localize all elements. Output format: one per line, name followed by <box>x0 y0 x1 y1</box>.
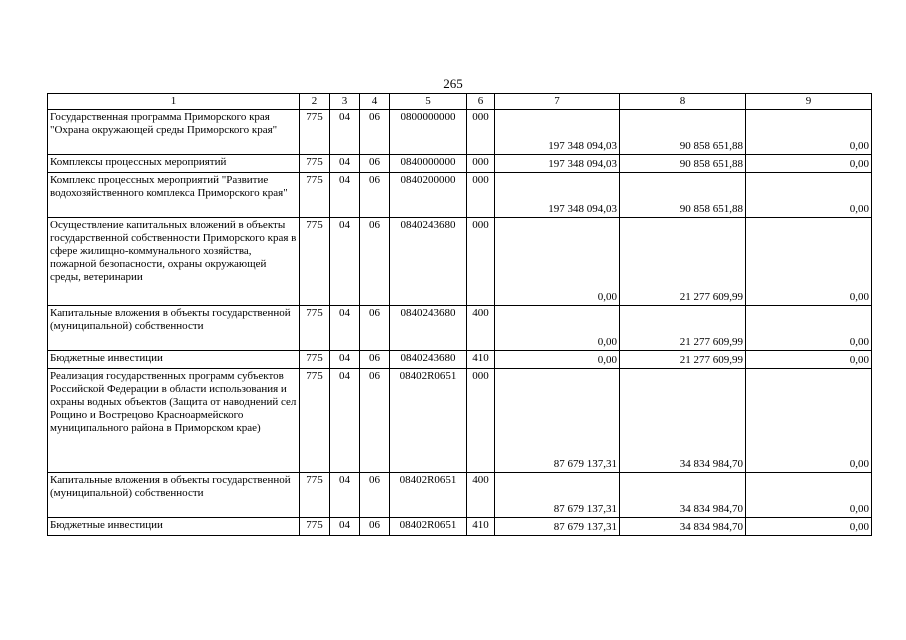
row-code-6: 000 <box>467 173 495 218</box>
row-code-6: 000 <box>467 110 495 155</box>
row-value-9: 0,00 <box>746 218 872 306</box>
row-code-4: 06 <box>360 173 390 218</box>
row-value-7: 0,00 <box>495 306 620 351</box>
row-code-6: 000 <box>467 369 495 473</box>
row-value-7: 0,00 <box>495 351 620 369</box>
column-header: 3 <box>330 94 360 110</box>
row-code-6: 410 <box>467 518 495 536</box>
row-value-7: 87 679 137,31 <box>495 518 620 536</box>
row-value-8: 90 858 651,88 <box>620 155 746 173</box>
row-code-2: 775 <box>300 369 330 473</box>
row-code-3: 04 <box>330 473 360 518</box>
row-code-5: 0840000000 <box>390 155 467 173</box>
table-row <box>48 110 872 155</box>
row-name: Бюджетные инвестиции <box>48 518 300 536</box>
row-code-3: 04 <box>330 110 360 155</box>
row-code-5: 08402R0651 <box>390 369 467 473</box>
row-value-9: 0,00 <box>746 155 872 173</box>
row-name: Бюджетные инвестиции <box>48 351 300 369</box>
row-code-5: 0800000000 <box>390 110 467 155</box>
row-name: Осуществление капитальных вложений в объекты государственной собственности Приморского края в сфере жилищно-коммунального хозяйства, пожарной безопасности, охраны окружающей среды, ветеринарии <box>48 218 300 306</box>
row-name: Комплекс процессных мероприятий "Развитие водохозяйственного комплекса Приморского края" <box>48 173 300 218</box>
row-code-3: 04 <box>330 306 360 351</box>
row-code-4: 06 <box>360 473 390 518</box>
header-row <box>48 94 872 110</box>
row-value-9: 0,00 <box>746 369 872 473</box>
row-value-8: 21 277 609,99 <box>620 218 746 306</box>
row-name: Реализация государственных программ субъектов Российской Федерации в области использования и охраны водных объектов (Защита от наводнений сел Рощино и Вострецово Красноармейского муниципального района в Приморском крае) <box>48 369 300 473</box>
page-number: 265 <box>443 76 463 91</box>
column-header: 7 <box>495 94 620 110</box>
row-code-3: 04 <box>330 173 360 218</box>
row-value-7: 87 679 137,31 <box>495 473 620 518</box>
column-header: 6 <box>467 94 495 110</box>
row-value-8: 34 834 984,70 <box>620 369 746 473</box>
row-code-6: 000 <box>467 155 495 173</box>
row-value-8: 21 277 609,99 <box>620 351 746 369</box>
row-code-3: 04 <box>330 155 360 173</box>
row-value-9: 0,00 <box>746 110 872 155</box>
table-row <box>48 218 872 306</box>
row-code-2: 775 <box>300 306 330 351</box>
row-code-5: 08402R0651 <box>390 518 467 536</box>
column-header: 8 <box>620 94 746 110</box>
row-value-8: 90 858 651,88 <box>620 110 746 155</box>
table-row <box>48 473 872 518</box>
row-code-3: 04 <box>330 369 360 473</box>
row-name: Капитальные вложения в объекты государственной (муниципальной) собственности <box>48 473 300 518</box>
row-code-5: 08402R0651 <box>390 473 467 518</box>
row-code-5: 0840243680 <box>390 306 467 351</box>
table-row <box>48 306 872 351</box>
row-code-6: 400 <box>467 306 495 351</box>
row-code-4: 06 <box>360 351 390 369</box>
table-row <box>48 351 872 369</box>
row-value-8: 21 277 609,99 <box>620 306 746 351</box>
row-value-7: 0,00 <box>495 218 620 306</box>
row-code-2: 775 <box>300 473 330 518</box>
row-name: Государственная программа Приморского края "Охрана окружающей среды Приморского края" <box>48 110 300 155</box>
row-value-7: 197 348 094,03 <box>495 110 620 155</box>
table-row <box>48 369 872 473</box>
row-value-9: 0,00 <box>746 351 872 369</box>
row-code-3: 04 <box>330 218 360 306</box>
row-value-9: 0,00 <box>746 306 872 351</box>
table-row <box>48 155 872 173</box>
row-code-5: 0840243680 <box>390 351 467 369</box>
row-code-4: 06 <box>360 369 390 473</box>
column-header: 1 <box>48 94 300 110</box>
row-code-4: 06 <box>360 110 390 155</box>
row-value-8: 90 858 651,88 <box>620 173 746 218</box>
row-code-4: 06 <box>360 518 390 536</box>
row-value-7: 87 679 137,31 <box>495 369 620 473</box>
row-name: Капитальные вложения в объекты государственной (муниципальной) собственности <box>48 306 300 351</box>
row-code-2: 775 <box>300 110 330 155</box>
column-header: 2 <box>300 94 330 110</box>
row-value-9: 0,00 <box>746 518 872 536</box>
column-header: 5 <box>390 94 467 110</box>
row-code-4: 06 <box>360 306 390 351</box>
row-code-3: 04 <box>330 518 360 536</box>
table-row <box>48 173 872 218</box>
row-value-8: 34 834 984,70 <box>620 518 746 536</box>
column-header: 9 <box>746 94 872 110</box>
row-value-7: 197 348 094,03 <box>495 155 620 173</box>
row-code-6: 410 <box>467 351 495 369</box>
budget-table <box>47 93 872 536</box>
row-value-9: 0,00 <box>746 173 872 218</box>
table-row <box>48 518 872 536</box>
column-header: 4 <box>360 94 390 110</box>
row-code-6: 400 <box>467 473 495 518</box>
row-name: Комплексы процессных мероприятий <box>48 155 300 173</box>
row-code-4: 06 <box>360 155 390 173</box>
row-code-2: 775 <box>300 351 330 369</box>
row-code-2: 775 <box>300 518 330 536</box>
row-code-6: 000 <box>467 218 495 306</box>
row-code-2: 775 <box>300 218 330 306</box>
row-value-8: 34 834 984,70 <box>620 473 746 518</box>
row-code-5: 0840243680 <box>390 218 467 306</box>
row-code-5: 0840200000 <box>390 173 467 218</box>
row-value-9: 0,00 <box>746 473 872 518</box>
row-value-7: 197 348 094,03 <box>495 173 620 218</box>
row-code-2: 775 <box>300 155 330 173</box>
row-code-3: 04 <box>330 351 360 369</box>
row-code-2: 775 <box>300 173 330 218</box>
row-code-4: 06 <box>360 218 390 306</box>
